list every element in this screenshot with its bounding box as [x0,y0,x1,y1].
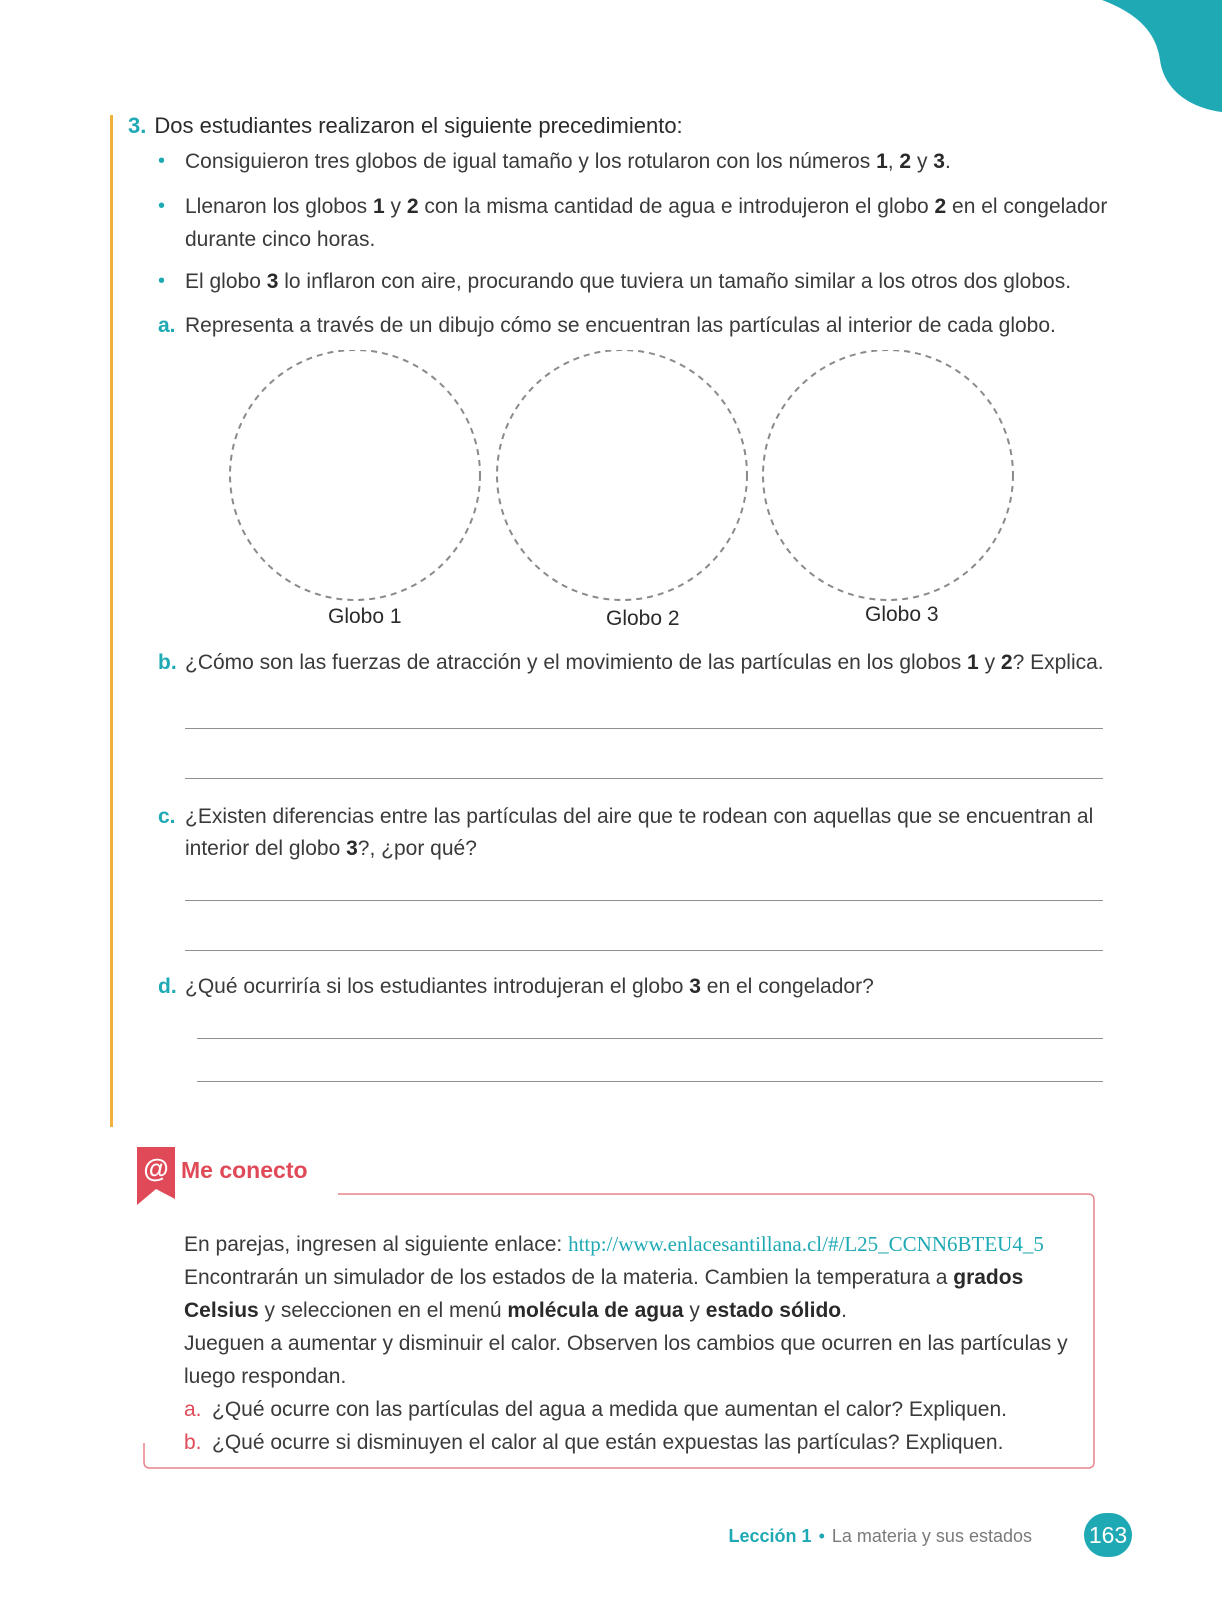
answer-line[interactable] [185,900,1103,901]
answer-line[interactable] [185,778,1103,779]
part-b: b. ¿Cómo son las fuerzas de atracción y el movimiento de las partículas en los globos 1 y 2? Explica. [158,647,1108,679]
part-c: c. ¿Existen diferencias entre las partículas del aire que te rodean con aquellas que se encuentran al interior del globo 3?, ¿por qué? [158,801,1108,865]
balloon-label: Globo 1 [328,605,402,628]
part-d: d. ¿Qué ocurriría si los estudiantes introdujeran el globo 3 en el congelador? [158,971,1108,1003]
corner-decoration [1102,0,1222,115]
svg-text:@: @ [143,1153,169,1183]
activity-margin-bar [110,115,113,1127]
answer-line[interactable] [197,1081,1103,1082]
page-footer: Lección 1 • La materia y sus estados [728,1526,1032,1546]
bullet-item: • El globo 3 lo inflaron con aire, procurando que tuviera un tamaño similar a los otros dos globos. [158,265,1108,298]
question-number: 3. [128,113,147,138]
page-number: 163 [1084,1513,1132,1557]
bullet-item: • Consiguieron tres globos de igual tamaño y los rotularon con los números 1, 2 y 3. [158,145,1108,178]
bullet-item: • Llenaron los globos 1 y 2 con la misma cantidad de agua e introdujeron el globo 2 en el congelador durante cinco horas. [158,190,1108,256]
part-a: a. Representa a través de un dibujo cómo se encuentran las partículas al interior de cada globo. [158,310,1108,342]
lesson-topic: La materia y sus estados [831,1526,1032,1546]
me-conecto-body: En parejas, ingresen al siguiente enlace: http://www.enlacesantillana.cl/#/L25_CCNN6BTEU4_5 Encontrarán un simulador de los estados de la materia. Cambien la temperatura a grados Celsius y seleccionen en el menú molécula de agua y estado sólido. Jueguen a aumentar y disminuir el calor. Observen los cambios que ocurren en las partículas y luego respondan. a. ¿Qué ocurre con las partículas del agua a medida que aumentan el calor? Expliquen. b. ¿Qué ocurre si disminuyen el calor al que están expuestas las partículas? Expliquen. [184,1228,1084,1459]
conecto-question: a. ¿Qué ocurre con las partículas del agua a medida que aumentan el calor? Expliquen. [184,1398,1007,1421]
lesson-label: Lección 1 [728,1526,812,1546]
balloon-label: Globo 3 [865,603,939,626]
answer-line[interactable] [185,728,1103,729]
bullet-dot-icon: • [158,270,166,292]
balloon-3-outline[interactable] [763,350,1013,600]
simulator-link[interactable]: http://www.enlacesantillana.cl/#/L25_CCNN6BTEU4_5 [568,1232,1044,1256]
part-letter: c. [158,805,176,828]
balloon-label: Globo 2 [606,607,680,630]
answer-line[interactable] [197,1038,1103,1039]
balloon-1-outline[interactable] [230,350,480,600]
part-letter: b. [158,651,177,674]
part-letter: d. [158,975,177,998]
answer-line[interactable] [185,950,1103,951]
bullet-dot-icon: • [158,150,166,172]
conecto-question: b. ¿Qué ocurre si disminuyen el calor al que están expuestas las partículas? Expliquen. [184,1431,1004,1454]
question-title: 3. Dos estudiantes realizaron el siguiente precedimiento: [128,113,683,138]
bullet-dot-icon: • [158,195,166,217]
me-conecto-title: Me conecto [181,1157,308,1183]
part-letter: a. [158,314,176,337]
balloon-2-outline[interactable] [497,350,747,600]
